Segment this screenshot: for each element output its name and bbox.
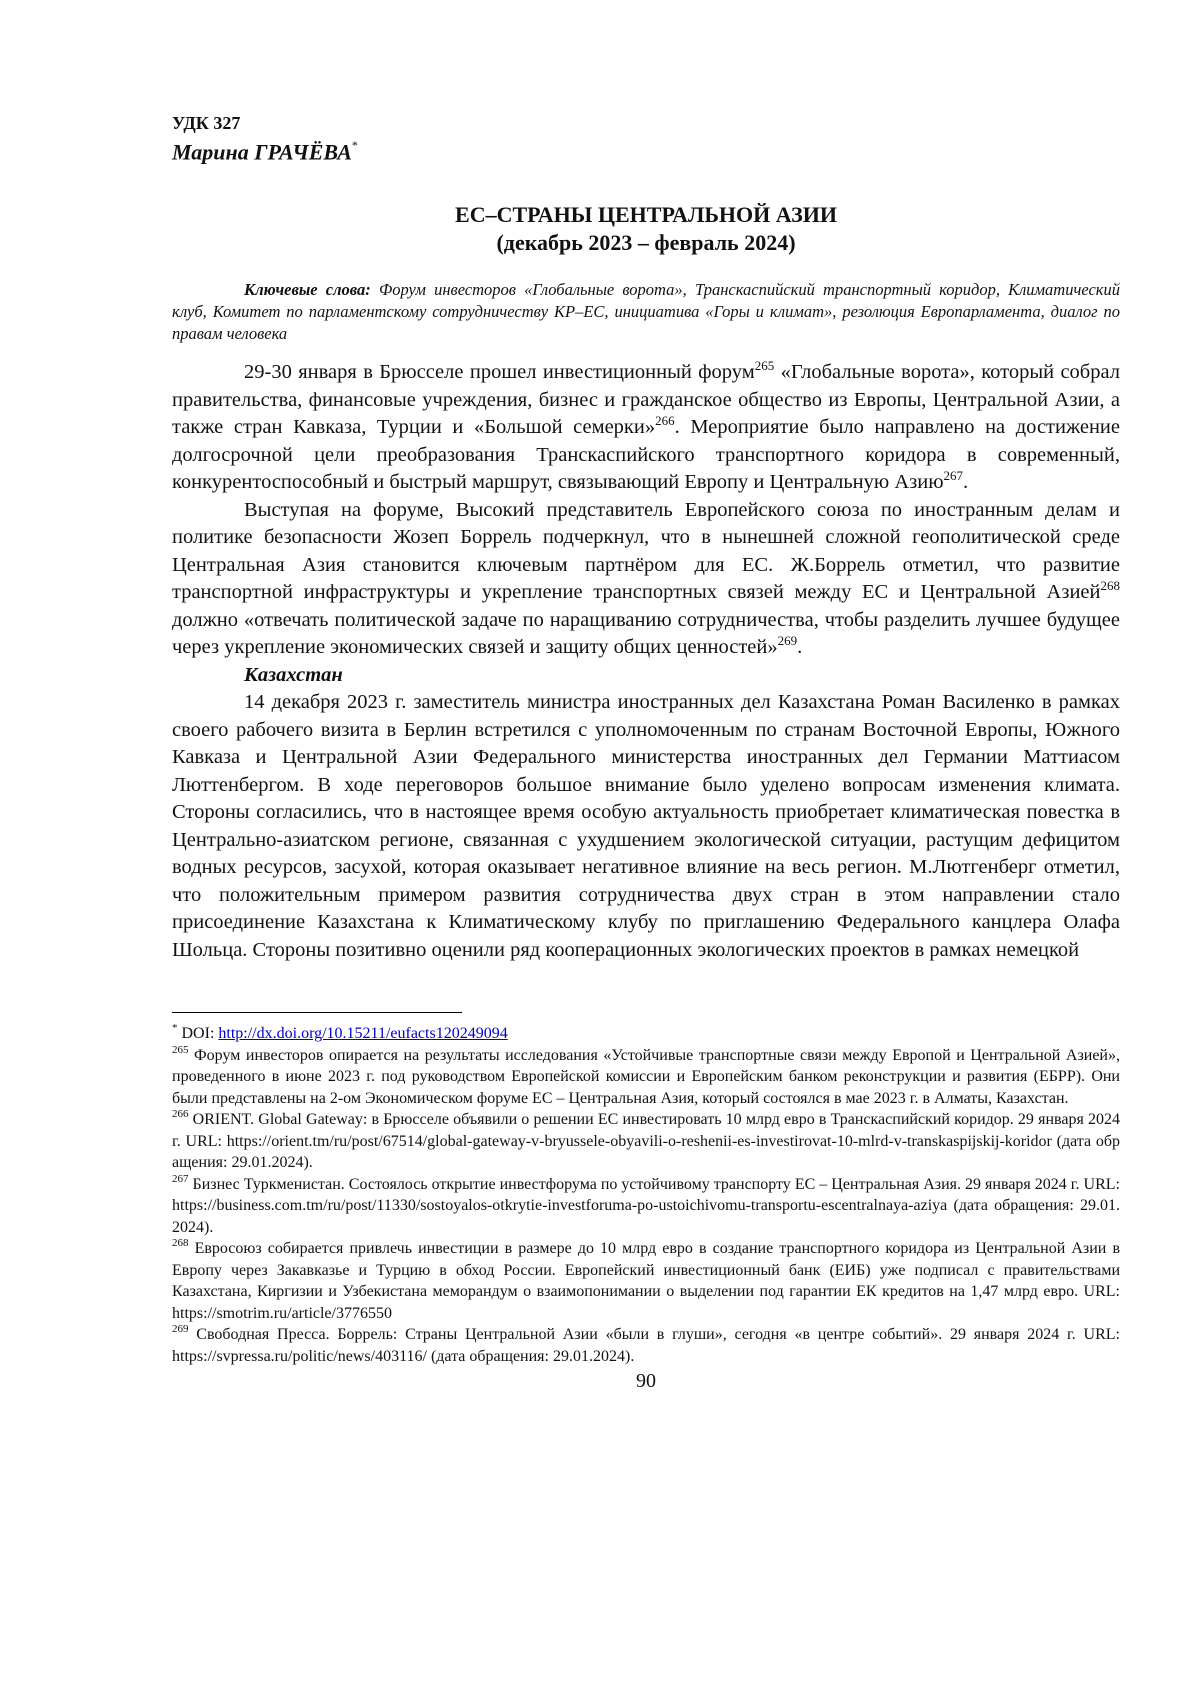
- paragraph-text: .: [963, 471, 969, 494]
- paragraph-text: «Глобальные ворота», который собрал правительства, финансовые учреждения, бизнес и гражданское общество из Европы, Центральной Азии, а также стран Кавказа, Турции и «Большой семерки»: [172, 361, 1120, 439]
- footnote-265: [172, 1045, 1120, 1110]
- paragraph-2: [172, 497, 1120, 662]
- paragraph-3: 14 декабря 2023 г. заместитель министра иностранных дел Казахстана Роман Василенко в рамках своего рабочего визита в Берлин встретился с уполномоченным по странам Восточной Европы, Южного Кавказа и Центральной Азии Федерального министерства иностранных дел Германии Маттиасом Люттенбергом. В ходе переговоров большое внимание было уделено вопросам изменения климата. Стороны согласились, что в настоящее время особую актуальность приобретает климатическая повестка в Центрально-азиатском регионе, связанная с ухудшением экологической ситуации, растущим дефицитом водных ресурсов, засухой, которая оказывает негативное влияние на весь регион. М.Лютгенберг отметил, что положительным примером развития сотрудничества двух стран в этом направлении стало присоединение Казахстана к Климатическому клубу по приглашению Федерального канцлера Олафа Шольца. Стороны позитивно оценили ряд кооперационных экологических проектов в рамках немецкой: [172, 691, 1120, 961]
- udk-code: УДК 327: [172, 113, 241, 133]
- page-number: 90: [636, 1370, 656, 1393]
- footnote-mark: 268: [172, 1237, 189, 1249]
- footnote-ref[interactable]: 267: [943, 467, 964, 483]
- footnote-ref[interactable]: 266: [655, 412, 675, 428]
- doi-link[interactable]: http://dx.doi.org/10.15211/eufacts120249094: [218, 1025, 508, 1043]
- footnote-mark: 265: [172, 1043, 189, 1056]
- footnote-doi: [172, 1023, 1120, 1045]
- document-page: [172, 112, 1120, 1672]
- footnote-text: ORIENT. Global Gateway: в Брюсселе объявили о решении ЕС инвестировать 10 млрд евро в Транскаспийский коридор. 29 января 2024 г. URL: https://orient.tm/ru/post/67514/global-gateway-v-bryussele-obyavili-o-reshenii-es-investirovat-10-mlrd-v-transkaspijskij-koridor (дата обращения: 29.01.2024).: [172, 1111, 1120, 1172]
- footnote-mark: 266: [172, 1108, 189, 1120]
- author-footnote-mark: *: [351, 138, 358, 152]
- footnotes: [172, 1023, 1120, 1367]
- keywords-label: Ключевые слова:: [244, 280, 371, 300]
- paragraph-text: . Мероприятие было направлено на достижение долгосрочной цели преобразования Транскаспийского транспортного коридора в современный, конкурентоспособный и быстрый маршрут, связывающий Европу и Центральную Азию: [172, 416, 1120, 494]
- footnote-text: Евросоюз собирается привлечь инвестиции в размере до 10 млрд евро в создание транспортного коридора из Центральной Азии в Европу через Закавказье и Турцию в обход России. Европейский инвестиционный банк (ЕИБ) уже подписал с правительствами Казахстана, Киргизии и Узбекистана меморандум о взаимопонимании о выделении под гарантии ЕК кредитов на 1,47 млрд евро. URL: https://smotrim.ru/article/3776550: [172, 1240, 1120, 1322]
- paragraph-text: Выступая на форуме, Высокий представитель Европейского союза по иностранным делам и политике безопасности Жозеп Боррель подчеркнул, что в нынешней сложной геополитической среде Центральная Азия становится ключевым партнёром для ЕС. Ж.Боррель отметил, что развитие транспортной инфраструктуры и укрепление транспортных связей между ЕС и Центральной Азией: [172, 498, 1120, 604]
- author-name: [172, 134, 1120, 165]
- footnote-268: [172, 1238, 1120, 1324]
- footnote-267: [172, 1174, 1120, 1239]
- footnote-text: Бизнес Туркменистан. Состоялось открытие инвестфорума по устойчивому транспорту ЕС – Центральная Азия. 29 января 2024 г. URL: https://business.com.tm/ru/post/11330/sostoyalos-otkrytie-investforuma-po-ustoichivomu-transportu-escentralnaya-aziya (дата обращения: 29.01.2024).: [172, 1175, 1120, 1236]
- footnote-ref[interactable]: 269: [777, 632, 798, 648]
- section-heading-kazakhstan: Казахстан: [244, 663, 343, 686]
- footnote-mark: 269: [172, 1323, 189, 1335]
- footnote-divider: [172, 1012, 462, 1013]
- keywords-text: Форум инвесторов «Глобальные ворота», Транскаспийский транспортный коридор, Климатический клуб, Комитет по парламентскому сотрудничеству КР–ЕС, инициатива «Горы и климат», резолюция Европарламента, диалог по правам человека: [172, 280, 1120, 344]
- article-subtitle: (декабрь 2023 – февраль 2024): [496, 230, 796, 256]
- keywords: [172, 279, 1120, 345]
- footnote-ref[interactable]: 265: [754, 357, 775, 373]
- footnote-mark: *: [172, 1022, 178, 1034]
- footnote-text: Форум инвесторов опирается на результаты исследования «Устойчивые транспортные связи между Европой и Центральной Азией», проведенного в июне 2023 г. под руководством Европейской комиссии и Европейским банком реконструкции и развития (ЕБРР). Они были представлены на 2-ом Экономическом форуме ЕС – Центральная Азия, который состоялся в мае 2023 г. в Алматы, Казахстан.: [172, 1046, 1120, 1107]
- footnote-text: DOI:: [177, 1025, 219, 1043]
- paragraph-1: [172, 359, 1120, 497]
- article-body: [172, 359, 1120, 964]
- paragraph-text: должно «отвечать политической задаче по наращиванию сотрудничества, чтобы разделить лучшее будущее через укрепление экономических связей и защиту общих ценностей»: [172, 608, 1120, 659]
- article-title: ЕС–СТРАНЫ ЦЕНТРАЛЬНОЙ АЗИИ: [455, 202, 837, 228]
- footnote-269: [172, 1324, 1120, 1367]
- author-name-text: Марина ГРАЧЁВА: [172, 139, 352, 165]
- footnote-266: [172, 1109, 1120, 1174]
- paragraph-text: .: [797, 636, 803, 659]
- footnote-ref[interactable]: 268: [1100, 577, 1120, 593]
- footnote-text: Свободная Пресса. Боррель: Страны Центральной Азии «были в глуши», сегодня «в центре событий». 29 января 2024 г. URL: https://svpressa.ru/politic/news/403116/ (дата обращения: 29.01.2024).: [172, 1326, 1120, 1365]
- footnote-mark: 267: [172, 1172, 189, 1185]
- paragraph-text: 29-30 января в Брюсселе прошел инвестиционный форум: [244, 361, 755, 384]
